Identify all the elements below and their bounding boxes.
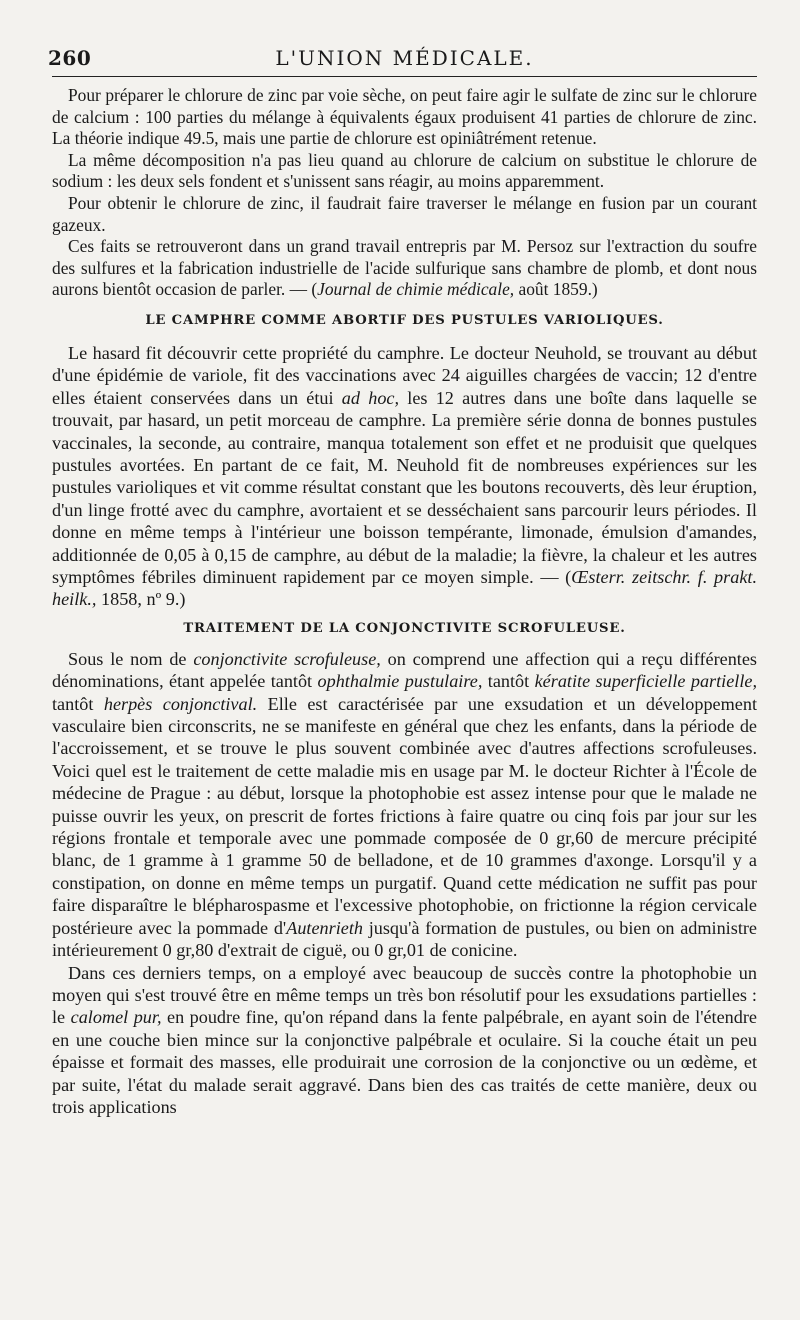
- text-run: Sous le nom de: [68, 648, 194, 669]
- italic-term: kératite superficielle partielle,: [534, 671, 758, 692]
- source-citation: Journal de chimie médicale,: [317, 279, 515, 300]
- text-run: tantôt: [482, 671, 535, 692]
- paragraph: Pour obtenir le chlorure de zinc, il faudrait faire traverser le mélange en fusion par un courant gazeux.: [52, 192, 757, 235]
- text-run: Le hasard fit découvrir cette propriété du camphre. Le docteur Neuhold, se trouvant au début d'une épidémie de variole, fit des vaccinations avec 24 aiguilles chargées de vaccin; 12 d'entre elles étaient conservées dans un étui: [52, 342, 757, 408]
- text-run: en poudre fine, qu'on répand dans la fente palpébrale, en ayant soin de l'étendre en une couche bien mince sur la conjonctive palpébrale et oculaire. Si la couche était un peu épaisse et formait des masses, elle produirait une corrosion de la conjonctive ou un œdème, et par suite, l'état du malade serait aggravé. Dans bien des cas traités de cette manière, deux ou trois applications: [52, 1007, 757, 1117]
- text-run: 1858, nº 9.): [96, 589, 186, 610]
- paragraph: [52, 648, 757, 962]
- section-heading-camphre: LE CAMPHRE COMME ABORTIF DES PUSTULES VARIOLIQUES.: [145, 312, 664, 328]
- header-rule: [52, 76, 757, 77]
- paragraph: [52, 342, 757, 611]
- text-run: Ces faits se retrouveront dans un grand travail entrepris par M. Persoz sur l'extraction du soufre des sulfures et la fabrication industrielle de l'acide sulfurique sans chambre de plomb, et dont nous aurons bientôt occasion de parler. — (: [52, 236, 757, 300]
- italic-term: ophthalmie pustulaire,: [317, 671, 483, 692]
- text-run: Dans ces derniers temps, on a employé avec beaucoup de succès contre la photophobie un moyen qui s'est trouvé être en même temps un très bon résolutif pour les exsudations partielles : le: [52, 962, 757, 1028]
- paragraph: Pour préparer le chlorure de zinc par voie sèche, on peut faire agir le sulfate de zinc sur le chlorure de calcium : 100 parties du mélange à équivalents égaux produisent 41 parties de chlorure de zinc. La théorie indique 49.5, mais une partie de chlorure est opiniâtrément retenue.: [52, 85, 757, 149]
- text-run: jusqu'à formation de pustules, ou bien on administre intérieurement 0 gr,80 d'extrait de ciguë, ou 0 gr,01 de conicine.: [52, 917, 757, 961]
- text-run: août 1859.): [514, 279, 598, 300]
- text-run: tantôt: [52, 693, 104, 714]
- section-conjonctivite: [52, 648, 757, 1119]
- journal-page: [48, 38, 758, 1118]
- paragraph: [52, 962, 757, 1119]
- page-number: 260: [48, 46, 92, 70]
- source-citation: Œsterr. zeitschr. f. prakt. heilk.,: [52, 567, 757, 610]
- text-run: les 12 autres dans une boîte dans laquelle se trouvait, par hasard, un petit morceau de camphre. La première série donna de bonnes pustules vaccinales, la seconde, au contraire, manqua totalement son effet et ne produisit que quelques pustules avortées. En partant de ce fait, M. Neuhold fit de nombreuses expériences sur les pustules varioliques et vit comme résultat constant que les boutons recouverts, dès leur éruption, d'un linge frotté avec du camphre, avortaient et se desséchaient sans parcourir leurs périodes. Il donne en même temps à l'intérieur une boisson tempérante, limonade, émulsion d'amandes, additionnée de 0,05 à 0,15 de camphre, au début de la maladie; la fièvre, la chaleur et les autres symptômes fébriles diminuent rapidement par ce moyen simple. — (: [52, 387, 757, 587]
- section-camphre: [52, 342, 757, 611]
- section-zinc-chloride: [52, 85, 757, 301]
- journal-title: L'UNION MÉDICALE.: [275, 46, 534, 70]
- text-run: Elle est caractérisée par une exsudation et un développement vasculaire bien circonscrits, ne se manifeste en général que chez les enfants, dans la période de l'accroissement, et se trouve le plus souvent combinée avec d'autres affections scrofuleuses. Voici quel est le traitement de cette maladie mis en usage par M. le docteur Richter à l'École de médecine de Prague : au début, lorsque la photophobie est assez intense pour que le malade ne puisse ouvrir les yeux, on prescrit de fortes frictions à faire quatre ou cinq fois par jour sur les régions frontale et temporale avec une pommade composée de 0 gr,60 de mercure précipité blanc, de 1 gramme à 1 gramme 50 de belladone, et de 10 grammes d'axonge. Lorsqu'il y a constipation, on donne en même temps un purgatif. Quand cette médication ne suffit pas pour faire disparaître le blépharospasme et l'excessive photophobie, on frictionne la région cervicale postérieure avec la pommade d': [52, 693, 757, 938]
- paragraph: La même décomposition n'a pas lieu quand au chlorure de calcium on substitue le chlorure de sodium : les deux sels fondent et s'unissent sans réagir, au moins apparemment.: [52, 149, 757, 192]
- running-head: [48, 38, 757, 72]
- latin-term: ad hoc,: [341, 387, 400, 408]
- italic-term: herpès conjonctival.: [103, 693, 258, 714]
- italic-term: Autenrieth: [286, 917, 363, 938]
- paragraph: [52, 236, 757, 301]
- section-heading-conjonctivite: TRAITEMENT DE LA CONJONCTIVITE SCROFULEUSE.: [183, 620, 626, 636]
- italic-term: conjonctivite scrofuleuse,: [193, 648, 381, 669]
- italic-term: calomel pur,: [70, 1007, 162, 1028]
- text-run: on comprend une affection qui a reçu différentes dénominations, étant appelée tantôt: [52, 648, 757, 692]
